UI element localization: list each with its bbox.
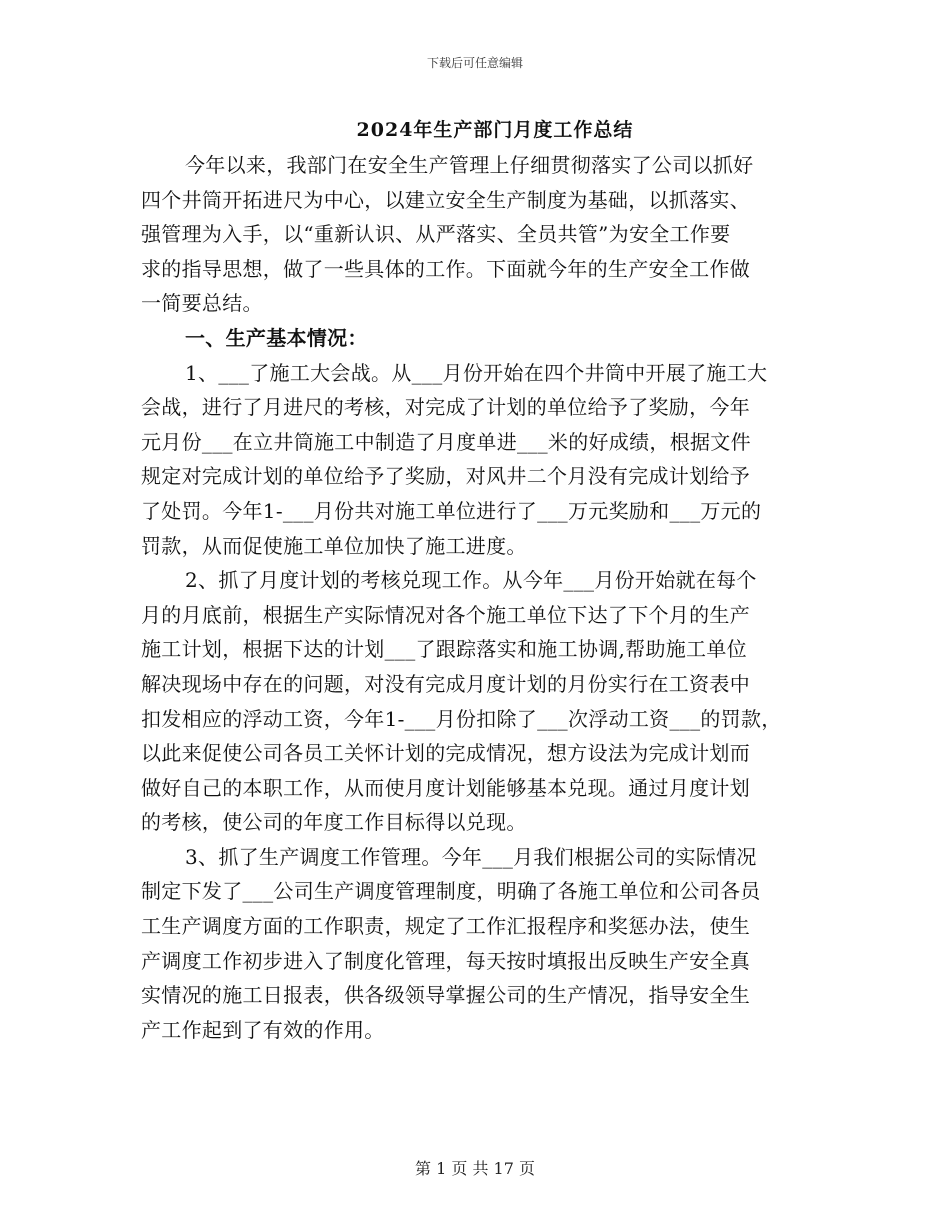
paragraph-line: 求的指导思想，做了一些具体的工作。下面就今年的生产安全工作做	[141, 256, 750, 281]
paragraph-line: 会战，进行了月进尺的考核，对完成了计划的单位给予了奖励，今年	[141, 395, 750, 420]
paragraph-line: 施工计划，根据下达的计划___了跟踪落实和施工协调,帮助施工单位	[141, 637, 747, 662]
paragraph-line: 3、抓了生产调度工作管理。今年___月我们根据公司的实际情况	[185, 844, 757, 869]
paragraph-line: 今年以来，我部门在安全生产管理上仔细贯彻落实了公司以抓好	[185, 153, 754, 177]
paragraph-line: 一简要总结。	[141, 291, 263, 316]
paragraph-line: 制定下发了___公司生产调度管理制度，明确了各施工单位和公司各员	[141, 879, 761, 904]
paragraph-line: 解决现场中存在的问题，对没有完成月度计划的月份实行在工资表中	[141, 671, 750, 696]
paragraph-line: 2、抓了月度计划的考核兑现工作。从今年___月份开始就在每个	[185, 568, 757, 593]
document-body	[141, 148, 831, 1047]
paragraph-line: 1、___了施工大会战。从___月份开始在四个井筒中开展了施工大	[185, 360, 768, 385]
paragraph-line: 的考核，使公司的年度工作目标得以兑现。	[141, 810, 527, 835]
paragraph-line: 做好自己的本职工作，从而使月度计划能够基本兑现。通过月度计划	[141, 775, 750, 800]
document-title: 2024年生产部门月度工作总结	[356, 119, 634, 141]
paragraph-line: 强管理为入手，以“重新认识、从严落实、全员共管”为安全工作要	[141, 222, 731, 247]
paragraph-line: 产工作起到了有效的作用。	[141, 1017, 385, 1042]
paragraph-line: 以此来促使公司各员工关怀计划的完成情况，想方设法为完成计划而	[141, 741, 750, 766]
paragraph-line: 产调度工作初步进入了制度化管理，每天按时填报出反映生产安全真	[141, 948, 750, 973]
paragraph-line: 规定对完成计划的单位给予了奖励，对风井二个月没有完成计划给予	[141, 464, 750, 489]
paragraph-line: 月的月底前，根据生产实际情况对各个施工单位下达了下个月的生产	[141, 602, 750, 627]
paragraph-line: 了处罚。今年1-___月份共对施工单位进行了___万元奖励和___万元的	[141, 498, 762, 523]
paragraph-line: 元月份___在立井筒施工中制造了月度单进___米的好成绩，根据文件	[141, 429, 751, 454]
paragraph-line: 扣发相应的浮动工资，今年1-___月份扣除了___次浮动工资___的罚款，	[141, 706, 782, 731]
section-heading: 一、生产基本情况：	[185, 325, 368, 350]
page-header: 下载后可任意编辑	[426, 56, 523, 70]
paragraph-line: 四个井筒开拓进尺为中心，以建立安全生产制度为基础，以抓落实、	[141, 187, 750, 212]
paragraph-line: 实情况的施工日报表，供各级领导掌握公司的生产情况，指导安全生	[141, 983, 750, 1008]
paragraph-line: 工生产调度方面的工作职责，规定了工作汇报程序和奖惩办法，使生	[141, 914, 750, 939]
paragraph-line: 罚款，从而促使施工单位加快了施工进度。	[141, 533, 527, 558]
page-footer: 第 1 页 共 17 页	[415, 1159, 535, 1178]
